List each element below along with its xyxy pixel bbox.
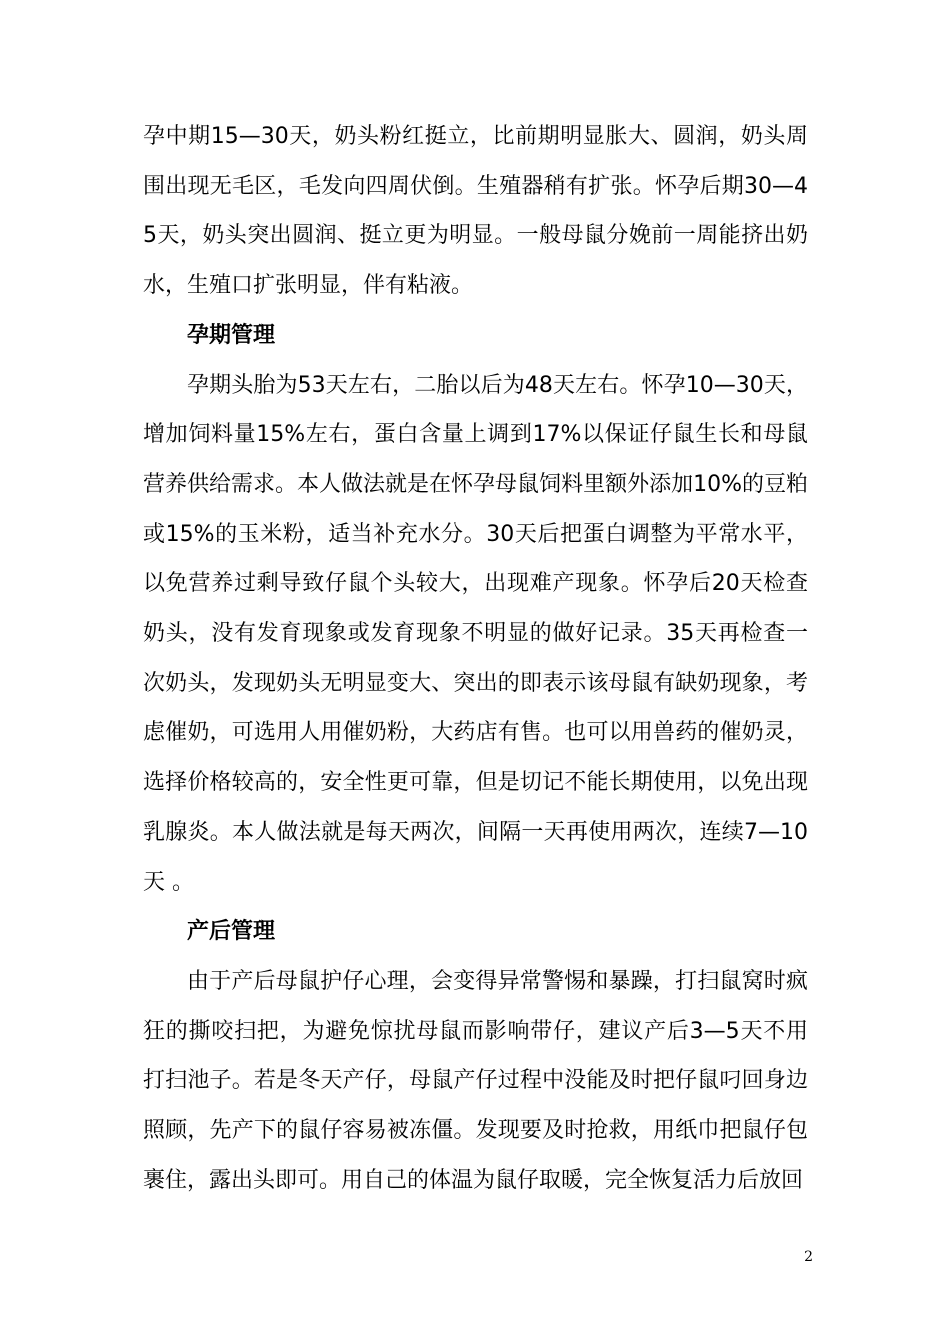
heading-postpartum-management: 产后管理 [187,919,276,945]
paragraph-pregnancy-signs: 孕中期15—30天，奶头粉红挺立，比前期明显胀大、圆润，奶头周围出现无毛区，毛发向四周伏倒。生殖器稍有扩张。怀孕后期30—45天，奶头突出圆润、挺立更为明显。一般母鼠分娩前一周能挤出奶水，生殖口扩张明显，伴有粘液。 [143,124,808,299]
document-body [143,112,808,1205]
heading-pregnancy-management: 孕期管理 [187,322,276,348]
paragraph-pregnancy-management: 孕期头胎为53天左右，二胎以后为48天左右。怀孕10—30天，增加饲料量15%左右，蛋白含量上调到17%以保证仔鼠生长和母鼠营养供给需求。本人做法就是在怀孕母鼠饲料里额外添加10%的豆粕或15%的玉米粉，适当补充水分。30天后把蛋白调整为平常水平，以免营养过剩导致仔鼠个头较大，出现难产现象。怀孕后20天检查奶头，没有发育现象或发育现象不明显的做好记录。35天再检查一次奶头，发现奶头无明显变大、突出的即表示该母鼠有缺奶现象，考虑催奶，可选用人用催奶粉，大药店有售。也可以用兽药的催奶灵，选择价格较高的，安全性更可靠，但是切记不能长期使用，以免出现乳腺炎。本人做法就是每天两次，间隔一天再使用两次，连续7—10天 。 [143,372,808,895]
page-number: 2 [804,1249,813,1265]
paragraph-postpartum-management: 由于产后母鼠护仔心理，会变得异常警惕和暴躁，打扫鼠窝时疯狂的撕咬扫把，为避免惊扰母鼠而影响带仔，建议产后3—5天不用打扫池子。若是冬天产仔，母鼠产仔过程中没能及时把仔鼠叼回身边照顾，先产下的鼠仔容易被冻僵。发现要及时抢救，用纸巾把鼠仔包裹住，露出头即可。用自己的体温为鼠仔取暖，完全恢复活力后放回 [143,968,808,1193]
